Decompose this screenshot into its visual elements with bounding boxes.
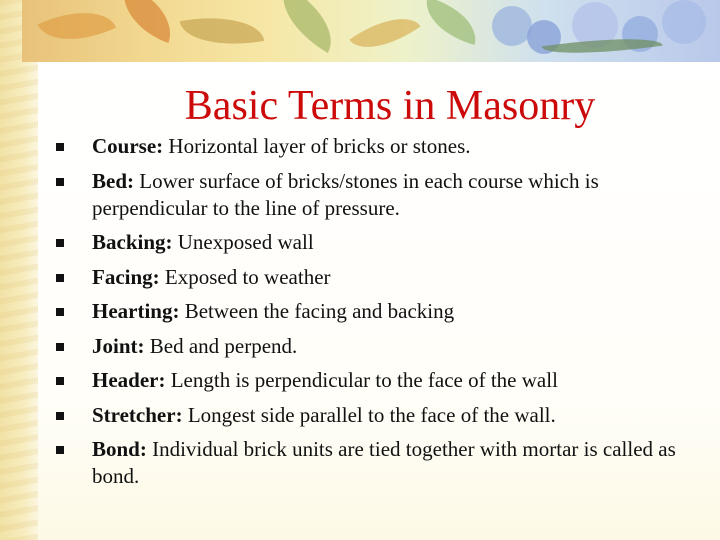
square-bullet-icon [56,274,64,282]
decorative-leaf-banner [22,0,720,62]
list-item [54,367,694,394]
term-label: Stretcher: [92,402,183,427]
term-label: Bed: [92,168,134,193]
term-definition: Horizontal layer of bricks or stones. [163,134,471,158]
list-item [54,168,694,222]
square-bullet-icon [56,446,64,454]
list-item [54,436,694,490]
square-bullet-icon [56,178,64,186]
square-bullet-icon [56,308,64,316]
term-definition: Individual brick units are tied together with mortar is called as bond. [92,437,676,488]
terms-list [54,133,694,498]
square-bullet-icon [56,239,64,247]
term-label: Bond: [92,437,147,461]
term-definition: Unexposed wall [172,230,314,254]
list-item [54,298,694,325]
term-label: Facing: [92,264,160,289]
list-item [54,333,694,360]
term-label: Backing: [92,230,173,254]
list-item [54,133,694,160]
term-definition: Exposed to weather [159,264,331,289]
term-definition: Lower surface of bricks/stones in each course which is perpendicular to the line of pressure. [92,168,599,220]
term-label: Course: [92,134,164,158]
square-bullet-icon [56,377,64,385]
list-item [54,402,694,429]
square-bullet-icon [56,412,64,420]
term-label: Header: [92,368,166,392]
term-label: Hearting: [92,299,180,323]
term-definition: Length is perpendicular to the face of the wall [165,368,558,392]
list-item [54,229,694,256]
term-label: Joint: [92,333,145,358]
square-bullet-icon [56,343,64,351]
slide-title: Basic Terms in Masonry [184,83,596,129]
decorative-left-band [0,0,38,540]
term-definition: Between the facing and backing [179,299,455,323]
term-definition: Bed and perpend. [144,333,298,358]
square-bullet-icon [56,143,64,151]
list-item [54,264,694,291]
term-definition: Longest side parallel to the face of the wall. [182,402,556,427]
